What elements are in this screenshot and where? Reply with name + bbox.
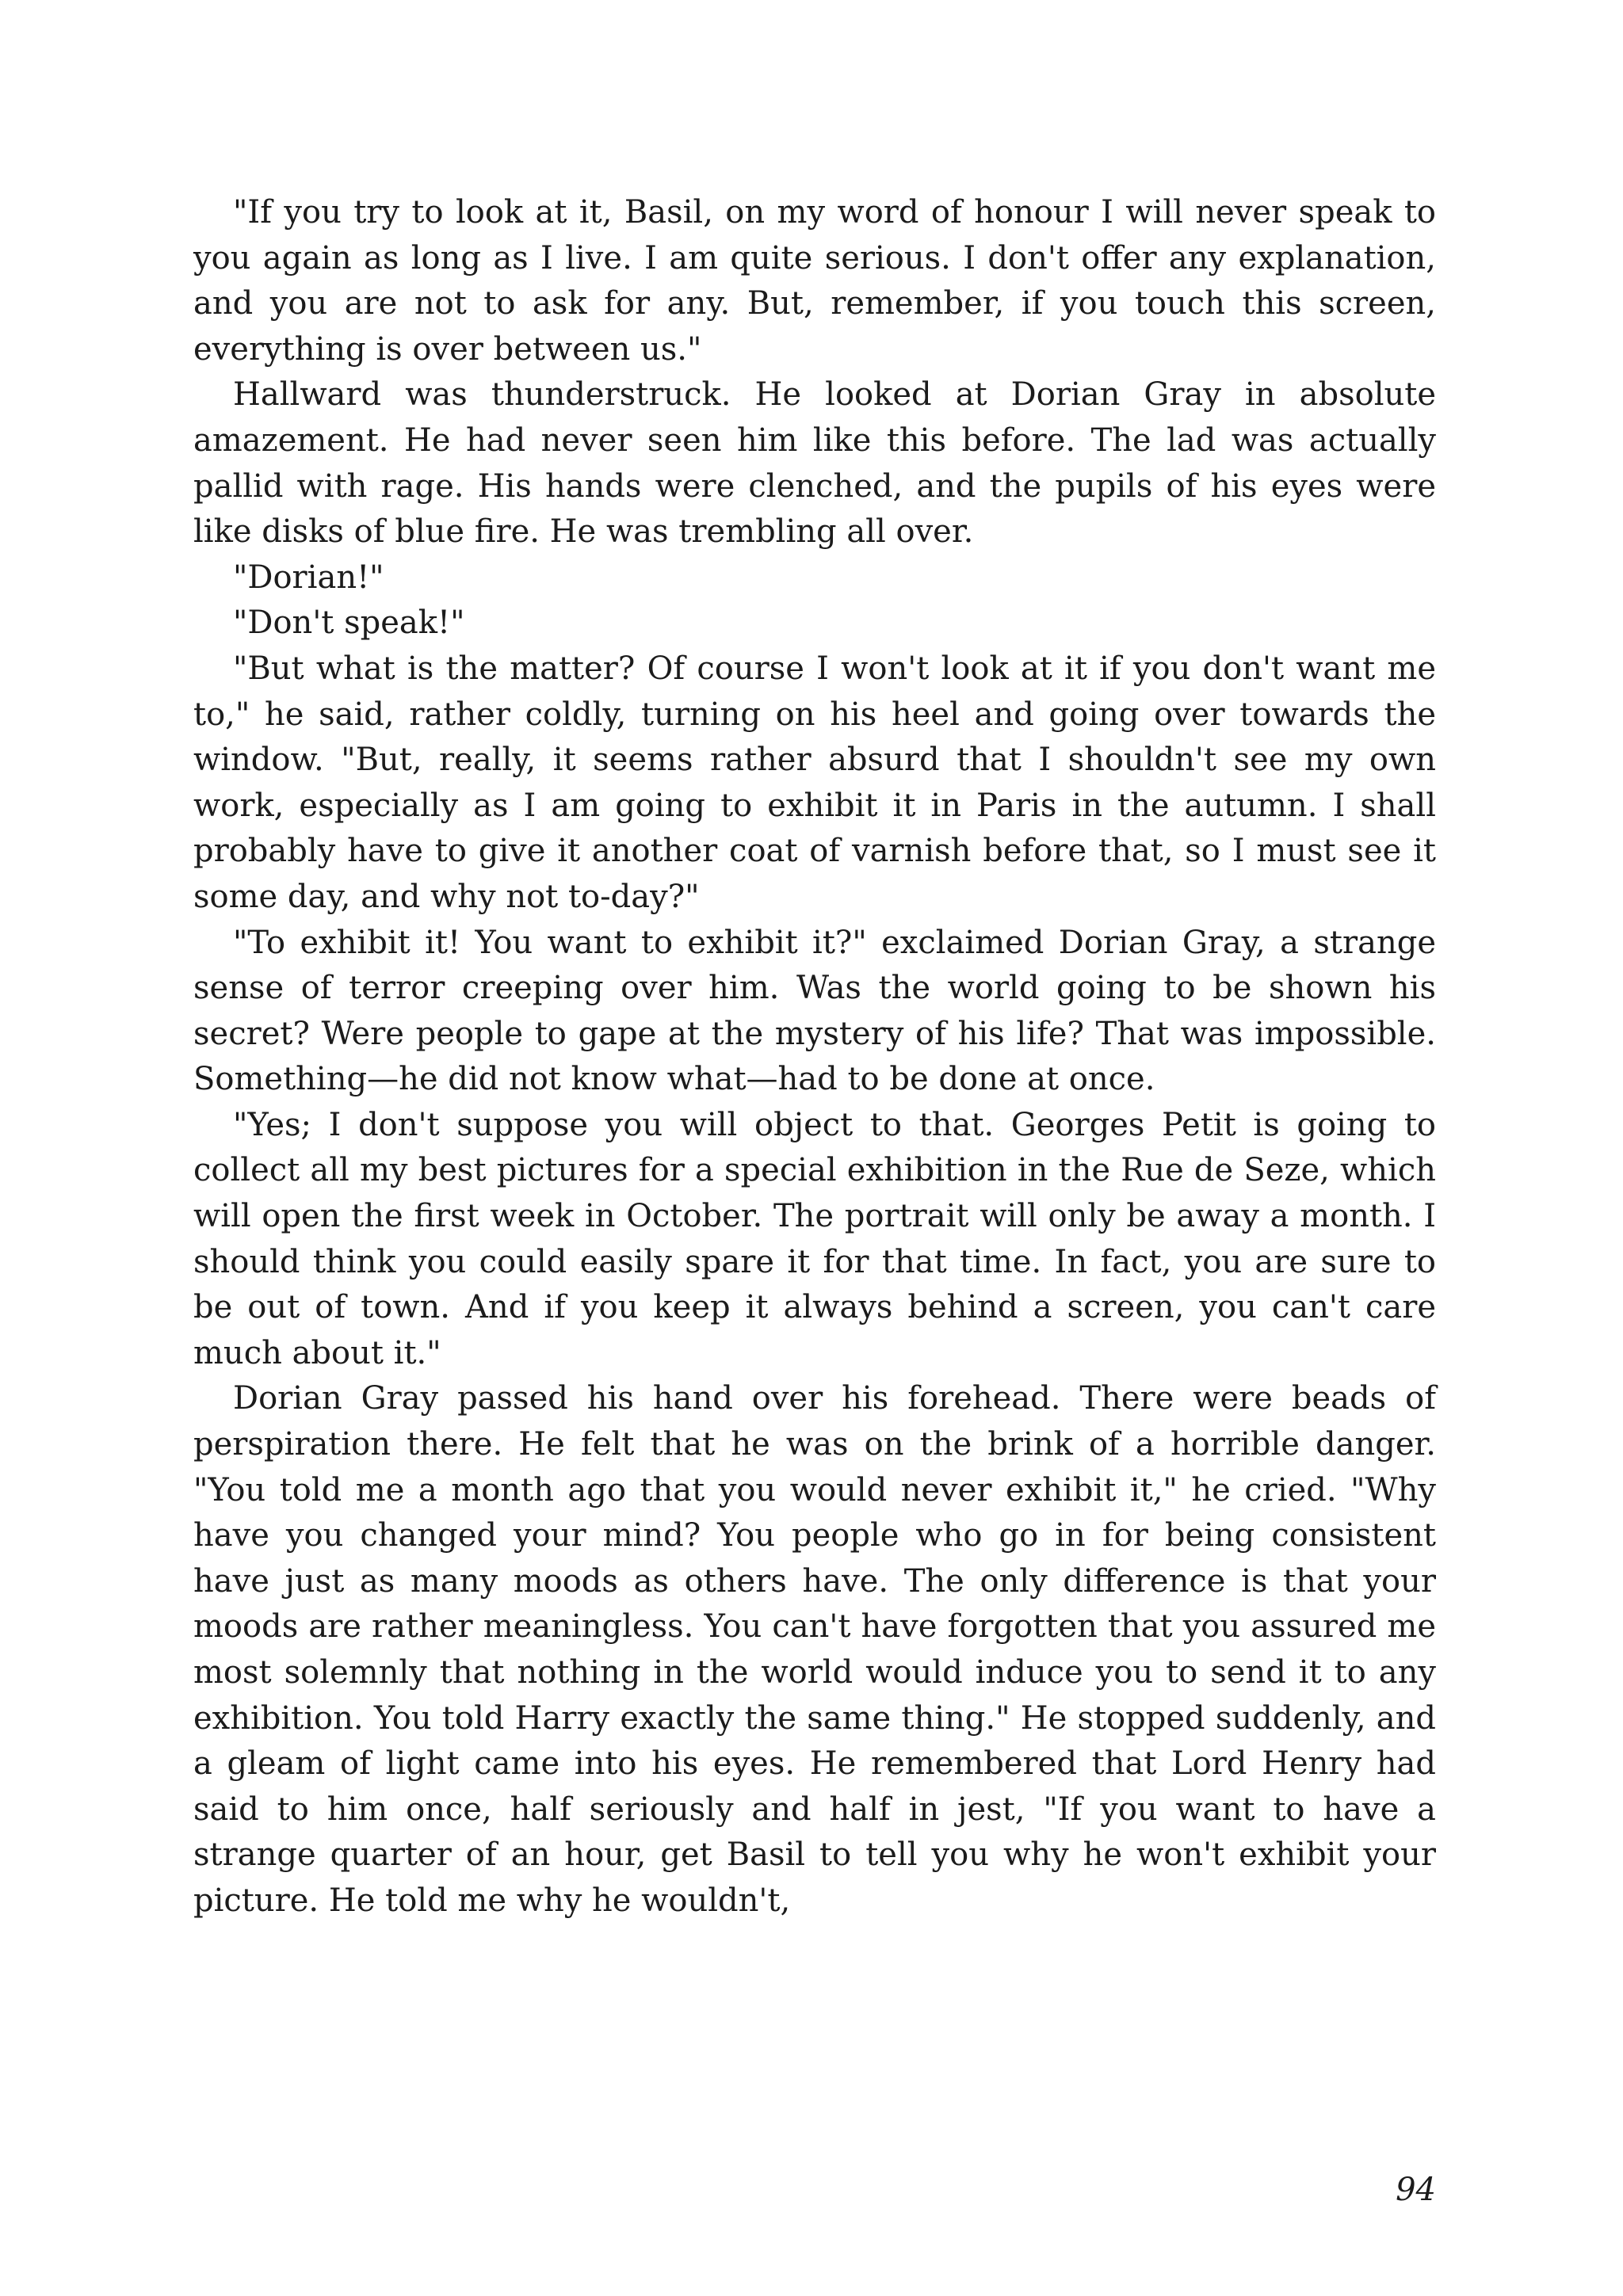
paragraph: Dorian Gray passed his hand over his forehead. There were beads of perspiration there. He felt that he was on the brink of a horrible danger. "You told me a month ago that you would never exhibit it," he cried. "Why have you changed your mind? You people who go in for being consistent have just as many moods as others have. The only difference is that your moods are rather meaningless. You can't have forgotten that you assured me most solemnly that nothing in the world would induce you to send it to any exhibition. You told Harry exactly the same thing." He stopped suddenly, and a gleam of light came into his eyes. He remembered that Lord Henry had said to him once, half seriously and half in jest, "If you want to have a strange quarter of an hour, get Basil to tell you why he won't exhibit your picture. He told me why he wouldn't,	[193, 1380, 1436, 1919]
paragraph: "Don't speak!"	[233, 605, 465, 642]
body-text	[193, 190, 1436, 1924]
paragraph: "If you try to look at it, Basil, on my word of honour I will never speak to you again as long as I live. I am quite serious. I don't offer any explanation, and you are not to ask for any. But, remember, if you touch this screen, everything is over between us."	[193, 194, 1436, 368]
page-number: 94	[1396, 2172, 1436, 2208]
paragraph: "But what is the matter? Of course I won't look at it if you don't want me to," he said, rather coldly, turning on his heel and going over towards the window. "But, really, it seems rather absurd that I shouldn't see my own work, especially as I am going to exhibit it in Paris in the autumn. I shall probably have to give it another coat of varnish before that, so I must see it some day, and why not to-day?"	[193, 650, 1436, 915]
paragraph: "Dorian!"	[233, 559, 384, 596]
paragraph: Hallward was thunderstruck. He looked at Dorian Gray in absolute amazement. He had never seen him like this before. The lad was actually pallid with rage. His hands were clenched, and the pupils of his eyes were like disks of blue fire. He was trembling all over.	[193, 376, 1436, 551]
paragraph: "Yes; I don't suppose you will object to that. Georges Petit is going to collect all my best pictures for a special exhibition in the Rue de Seze, which will open the first week in October. The portrait will only be away a month. I should think you could easily spare it for that time. In fact, you are sure to be out of town. And if you keep it always behind a screen, you can't care much about it."	[193, 1106, 1436, 1371]
paragraph: "To exhibit it! You want to exhibit it?" exclaimed Dorian Gray, a strange sense of terror creeping over him. Was the world going to be shown his secret? Were people to gape at the mystery of his life? That was impossible. Something—he did not know what—had to be done at once.	[193, 924, 1436, 1098]
